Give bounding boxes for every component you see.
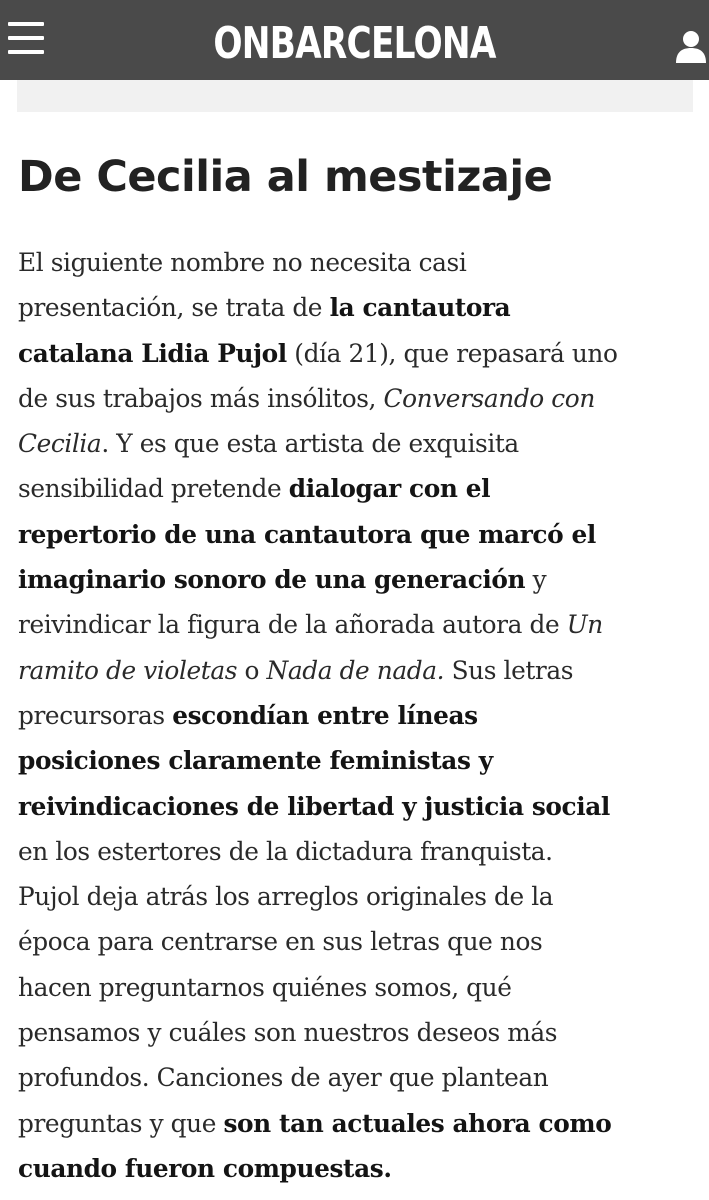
article-line bbox=[18, 829, 693, 874]
hamburger-bar bbox=[8, 50, 44, 54]
body-text: sensibilidad pretende bbox=[18, 474, 289, 504]
article-line bbox=[18, 512, 693, 557]
article-line bbox=[18, 1101, 693, 1146]
ad-placeholder bbox=[17, 80, 693, 112]
article-line bbox=[18, 965, 693, 1010]
article-headline: De Cecilia al mestizaje bbox=[18, 152, 553, 202]
bold-text: la cantautora bbox=[329, 293, 511, 323]
body-text: reivindicar la figura de la añorada autora de bbox=[18, 610, 567, 640]
body-text: El siguiente nombre no necesita casi bbox=[18, 248, 467, 277]
article-line bbox=[18, 738, 693, 783]
body-text: precursoras bbox=[18, 700, 173, 730]
body-text: o bbox=[237, 655, 267, 685]
hamburger-bar bbox=[8, 36, 44, 40]
article-line bbox=[18, 784, 693, 829]
bold-text: escondían entre líneas bbox=[172, 700, 478, 730]
body-text: en los estertores de la dictadura franquista. bbox=[18, 836, 553, 866]
bold-text: dialogar con el bbox=[288, 474, 491, 504]
article-line bbox=[18, 376, 693, 421]
bold-text: son tan actuales ahora como bbox=[223, 1108, 612, 1138]
article-line bbox=[18, 874, 693, 919]
body-text: Pujol deja atrás los arreglos originales de la bbox=[18, 882, 554, 912]
bold-text: catalana Lidia Pujol bbox=[18, 338, 287, 368]
top-navigation-bar bbox=[0, 0, 709, 80]
body-text: y bbox=[525, 565, 547, 595]
article-line bbox=[18, 240, 693, 285]
body-text: profundos. Canciones de ayer que plantean bbox=[18, 1063, 549, 1093]
article-body bbox=[18, 240, 693, 1191]
bold-text: reivindicaciones de libertad y justicia social bbox=[18, 791, 610, 821]
article-line bbox=[18, 1055, 693, 1100]
article-line bbox=[18, 693, 693, 738]
italic-text: Un bbox=[566, 610, 603, 640]
article-line bbox=[18, 602, 693, 647]
article-line bbox=[18, 466, 693, 511]
bold-text: cuando fueron compuestas. bbox=[18, 1153, 392, 1183]
article-line bbox=[18, 285, 693, 330]
italic-text: ramito de violetas bbox=[18, 655, 238, 685]
article-line bbox=[18, 919, 693, 964]
body-text: pensamos y cuáles son nuestros deseos más bbox=[18, 1018, 558, 1048]
article-line bbox=[18, 421, 693, 466]
italic-text: Cecilia bbox=[18, 429, 102, 459]
article-line bbox=[18, 1010, 693, 1055]
hamburger-menu-icon[interactable] bbox=[8, 22, 44, 54]
article-line bbox=[18, 648, 693, 693]
body-text: preguntas y que bbox=[18, 1108, 224, 1138]
body-text: hacen preguntarnos quiénes somos, qué bbox=[18, 972, 512, 1002]
article-line bbox=[18, 557, 693, 602]
hamburger-bar bbox=[8, 22, 44, 26]
bold-text: posiciones claramente feministas y bbox=[18, 746, 493, 776]
bold-text: repertorio de una cantautora que marcó el bbox=[18, 519, 596, 549]
article-line bbox=[18, 331, 693, 376]
body-text: Sus letras bbox=[444, 655, 574, 685]
user-icon[interactable] bbox=[674, 30, 708, 64]
body-text: (día 21), que repasará uno bbox=[286, 338, 618, 368]
body-text: . Y es que esta artista de exquisita bbox=[101, 429, 519, 459]
article-line bbox=[18, 1146, 693, 1191]
site-logo[interactable]: ONBARCELONA bbox=[213, 18, 496, 69]
body-text: presentación, se trata de bbox=[18, 293, 330, 323]
body-text: de sus trabajos más insólitos, bbox=[18, 383, 384, 413]
body-text: época para centrarse en sus letras que nos bbox=[18, 927, 543, 957]
italic-text: Nada de nada. bbox=[266, 655, 445, 685]
italic-text: Conversando con bbox=[383, 383, 595, 413]
bold-text: imaginario sonoro de una generación bbox=[18, 565, 526, 595]
